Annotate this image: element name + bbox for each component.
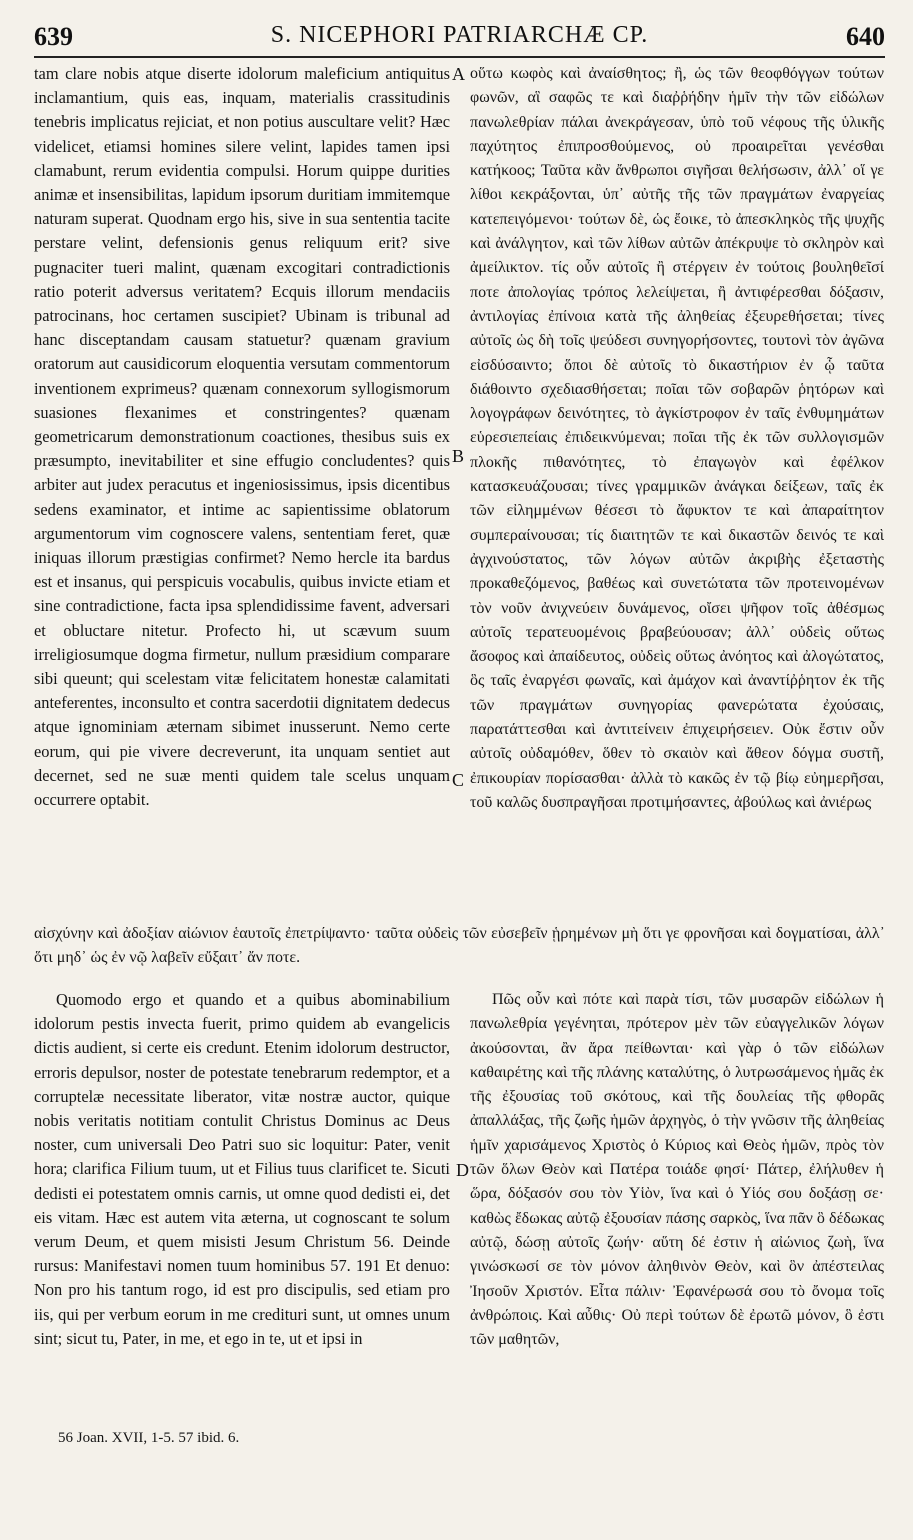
section-marker-d: D: [456, 1160, 469, 1180]
latin-paragraph-1: tam clare nobis atque diserte idolorum maleficium antiquitus inclamantium, quis eas, inquam, materialis crassitudinis tenebris implicatus rejiciat, et non potius auscultare velit? Hæc videlicet, etiamsi homines silere velint, lapides tamen ipsi clamabunt, rerum evidentia compulsi. Horum quippe durities animæ et insensibilitas, lapidum ipsorum duritiam immitemque naturam superat. Quodnam ergo his, sive in sua sententia tacite perstare velint, defensionis genus reliquum erit? sive pugnaciter tueri malint, quænam excogitari contradictionis ratio poterit adversus veritatem? Ecquis illorum mendaciis patrocinans, hoc certamen suscipiet? Ubinam is tribunal ad hanc disceptandam causam statuetur? quænam gravium oratorum aut causidicorum eloquentia versutam commentorum inventionem exprimeus? quænam connexorum syllogismorum suasiones flexanimes et constringentes? quænam geometricarum demonstrationum coactiones, thesibus suis ex præsumpto, inevitabiliter et sine effugio concludentes? quis arbiter aut judex peracutus et ingeniosissimus, ipsis dicentibus sedens examinator, et intime ac sapientissime oblatorum argumentorum vim cognoscere valens, sententiam feret, quæ iniquas illorum præstigias confirmet? Nemo hercle ita bardus est et insanus, qui perspicuis vocabulis, quibus invicte etiam et sine contradictione, facta ipsa splendidissime favent, adversari et obluctare nitetur. Profecto hi, ut scævum suum irreligiosumque dogma firmetur, nullum præsidium comparare sibi queunt; qui scelestam vitæ felicitatem honestæ calamitati anteferentes, inconsulto et contra sacerdotii dignitatem dedecus atque ignominiam æternam sibimet inusserunt. Nemo certe eorum, qui pie vivere decreverunt, ita unquam sentiet aut decernet, sed ne suæ menti quidem tale scelus unquam occurrere optabit.: [34, 64, 450, 810]
section-marker-a: A: [452, 64, 465, 84]
section-marker-b: B: [452, 446, 465, 466]
greek-spanning-lines: [34, 922, 885, 971]
section-marker-c: C: [452, 770, 465, 790]
latin-column-bottom: [34, 988, 450, 1351]
greek-column-top: [470, 62, 884, 815]
page-number-left: 639: [34, 22, 73, 51]
greek-paragraph-1: οὕτω κωφὸς καὶ ἀναίσθητος; ἢ, ὡς τῶν θεοφθόγγων τούτων φωνῶν, αἳ σαφῶς τε καὶ διαῤῥήδην ἡμῖν τὴν τῶν εἰδώλων πανωλεθρίαν πάλαι ἀνεκράγεσαν, ὑπὸ τοῦ νέφους τῆς ὑλικῆς παχύτητος ἐπιπροσθούμενος, οὐ προαιρεῖται γενέσθαι κατήκοος; Ταῦτα κἂν ἄνθρωποι σιγῆσαι θελήσωσιν, ἀλλ᾽ οἵ γε λίθοι κεκράξονται, ὑπ᾽ αὐτῆς τῆς τῶν πραγμάτων ἐναργείας κατεπειγόμενοι· τούτων δὲ, ὡς ἔοικε, τὸ ἀπεσκληκὸς τῆς ψυχῆς καὶ ἀνάλγητον, καὶ τῶν λίθων αὐτῶν ἀπέκρυψε τὸ σκληρὸν καὶ ἀμείλικτον. τίς οὖν αὐτοῖς ἢ στέργειν ἐν τούτοις βουληθεῖσί ποτε ἀπολογίας τρόπος λελείψεται, ἢ ἀντιφέρεσθαι δόξασιν, ἀντιλογίας ἐπίνοια κατὰ τῆς ἀληθείας ἐξευρεθήσεται; τίνες αὐτοῖς ὡς δὴ τοῖς ψεύδεσι συνηγορήσοντες, τουτονὶ τὸν ἀγῶνα εἰσδύσαιντο; ὅποι δὲ αὐτοῖς τὸ δικαστήριον ἐν ᾧ ταῦτα διάθοιντο σχεδιασθήσεται; ποῖαι τῶν σοβαρῶν ῥητόρων καὶ λογογράφων δεινότητες, τὸ ἀγκίστροφον ἐν ταῖς ἐνθυμημάτων εὑρεσιεπείαις ἐπιδεικνύμεναι; ποῖαι τῆς ἐκ τῶν συλλογισμῶν πλοκῆς πιθανότητες, τὸ ἐπαγωγὸν καὶ ἐφέλκον κατασκευάζουσαι; τίνες γραμμικῶν ἀνάγκαι δείξεων, ταῖς ἐκ τῶν εἰλημμένων θέσεσι τὸ ἄφυκτον τε καὶ ἀπαραίτητον συμπεραίνουσαι; τίς διαιτητῶν τε καὶ δικαστῶν δεινός τε καὶ ἀγχινούστατος, τῶν λόγων αὐτῶν ἀκριβὴς ἐξεταστὴς προκαθεζόμενος, βαθέως καὶ συνετώτατα τῶν προτεινομένων τὸν νοῦν ἀνιχνεύειν δυνάμενος, οἴσει ψῆφον τοῖς ἀθέσμως αὐτοῖς τερατευομένοις βραβεύουσαν; ἀλλ᾽ οὐδεὶς οὕτως ἄσοφος καὶ ἀπαίδευτος, οὐδεὶς οὕτως ἀνόητος καὶ ἀλογώτατος, ὃς ταῖς ἐναργέσι φωναῖς, καὶ ἀμάχον καὶ ἀναντίῤῥητον ἐκ τῆς τῶν πραγμάτων συνηγορίας φανερώτατα ἐχούσαις, παρατάττεσθαι καὶ ἀντιτείνειν ἐπιχειρήσειεν. Οὐκ ἔστιν οὖν αὐτοῖς οὐδαμόθεν, ὅθεν τὸ σκαιὸν καὶ ἄθεον δόγμα συστῆ, ἐπικουρίαν πορίσασθαι· ἀλλὰ τὸ κακῶς ἐν τῷ βίῳ εὐημερῆσαι, τοῦ καλῶς δυσπραγῆσαι προτιμήσαντες, ἀβούλως καὶ ἀνιέρως: [470, 65, 884, 811]
greek-paragraph-2: Πῶς οὖν καὶ πότε καὶ παρὰ τίσι, τῶν μυσαρῶν εἰδώλων ἡ πανωλεθρία γεγένηται, πρότερον μὲν τῶν εὐαγγελικῶν λόγων ἀκούσονται, ἂν ἄρα πείθωνται· καὶ γὰρ ὁ τῶν εἰδώλων καθαιρέτης καὶ τῆς πλάνης καταλύτης, ὁ λυτρωσάμενος ἡμᾶς ἐκ τῆς ἐξουσίας τοῦ σκότους, καὶ τῆς δουλείας τῆς φθορᾶς ἀπαλλάξας, τῆς ζωῆς ἡμῶν ἀρχηγὸς, ὁ τὴν γνῶσιν τῆς ἀληθείας ἡμῖν χαρισάμενος Χριστὸς ὁ Κύριος καὶ Θεὸς ἡμῶν, πρὸς τὸν τῶν ὅλων Θεὸν καὶ Πατέρα τοιάδε φησί· Πάτερ, ἐλήλυθεν ἡ ὥρα, δόξασόν σου τὸν Υἱὸν, ἵνα καὶ ὁ Υἱός σου δοξάσῃ σε· καθὼς ἔδωκας αὐτῷ ἐξουσίαν πάσης σαρκὸς, ἵνα πᾶν ὃ δέδωκας αὐτῷ, δώσῃ αὐτοῖς ζωήν· αὕτη δέ ἐστιν ἡ αἰώνιος ζωὴ, ἵνα γινώσκωσί σε τὸν μόνον ἀληθινὸν Θεὸν, καὶ ὃν ἀπέστειλας Ἰησοῦν Χριστόν. Εἶτα πάλιν· Ἐφανέρωσά σου τὸ ὄνομα τοῖς ἀνθρώποις. Καὶ αὖθις· Οὐ περὶ τούτων δὲ ἐρωτῶ μόνον, ὃ ἐστι τῶν μαθητῶν,: [470, 991, 884, 1349]
latin-column-top: [34, 62, 450, 812]
footnote: 56 Joan. XVII, 1-5. 57 ibid. 6.: [58, 1430, 240, 1446]
latin-paragraph-2: Quomodo ergo et quando et a quibus abominabilium idolorum pestis invecta fuerit, primo quidem ab evangelicis dictis audient, si certe eis credunt. Etenim idolorum destructor, erroris depulsor, noster de potestate tenebrarum redemptor, et a corruptelæ necessitate liberator, vitæ nostræ auctor, quique nobis veritatis notitiam contulit Christus Dominus ac Deus noster, cum universali Deo Patri suo sic loquitur: Pater, venit hora; clarifica Filium tuum, ut et Filius tuus clarificet te. Sicuti dedisti ei potestatem omnis carnis, ut omne quod dedisti ei, det eis vitam. Hæc est autem vita æterna, ut cognoscant te solum verum Deum, et quem misisti Jesum Christum 56. Deinde rursus: Manifestavi nomen tuum hominibus 57. 191 Et denuo: Non pro his tantum rogo, id est pro discipulis, sed etiam pro iis, qui per verbum eorum in me credituri sunt, ut omnes unum sint; sicut tu, Pater, in me, et ego in te, ut et ipsi in: [34, 990, 450, 1348]
running-title: S. NICEPHORI PATRIARCHÆ CP.: [270, 22, 649, 48]
greek-spanning-text: αἰσχύνην καὶ ἀδοξίαν αἰώνιον ἑαυτοῖς ἐπετρίψαντο· ταῦτα οὐδεὶς τῶν εὐσεβεῖν ᾑρημένων μὴ ὅτι γε φρονῆσαι καὶ δογματίσαι, ἀλλ᾽ ὅτι μηδ᾽ ὡς ἐν νῷ λαβεῖν εὔξαιτ᾽ ἄν ποτε.: [34, 925, 885, 967]
greek-column-bottom: [470, 988, 884, 1352]
page-number-right: 640: [846, 22, 885, 51]
page-header: [34, 22, 885, 58]
